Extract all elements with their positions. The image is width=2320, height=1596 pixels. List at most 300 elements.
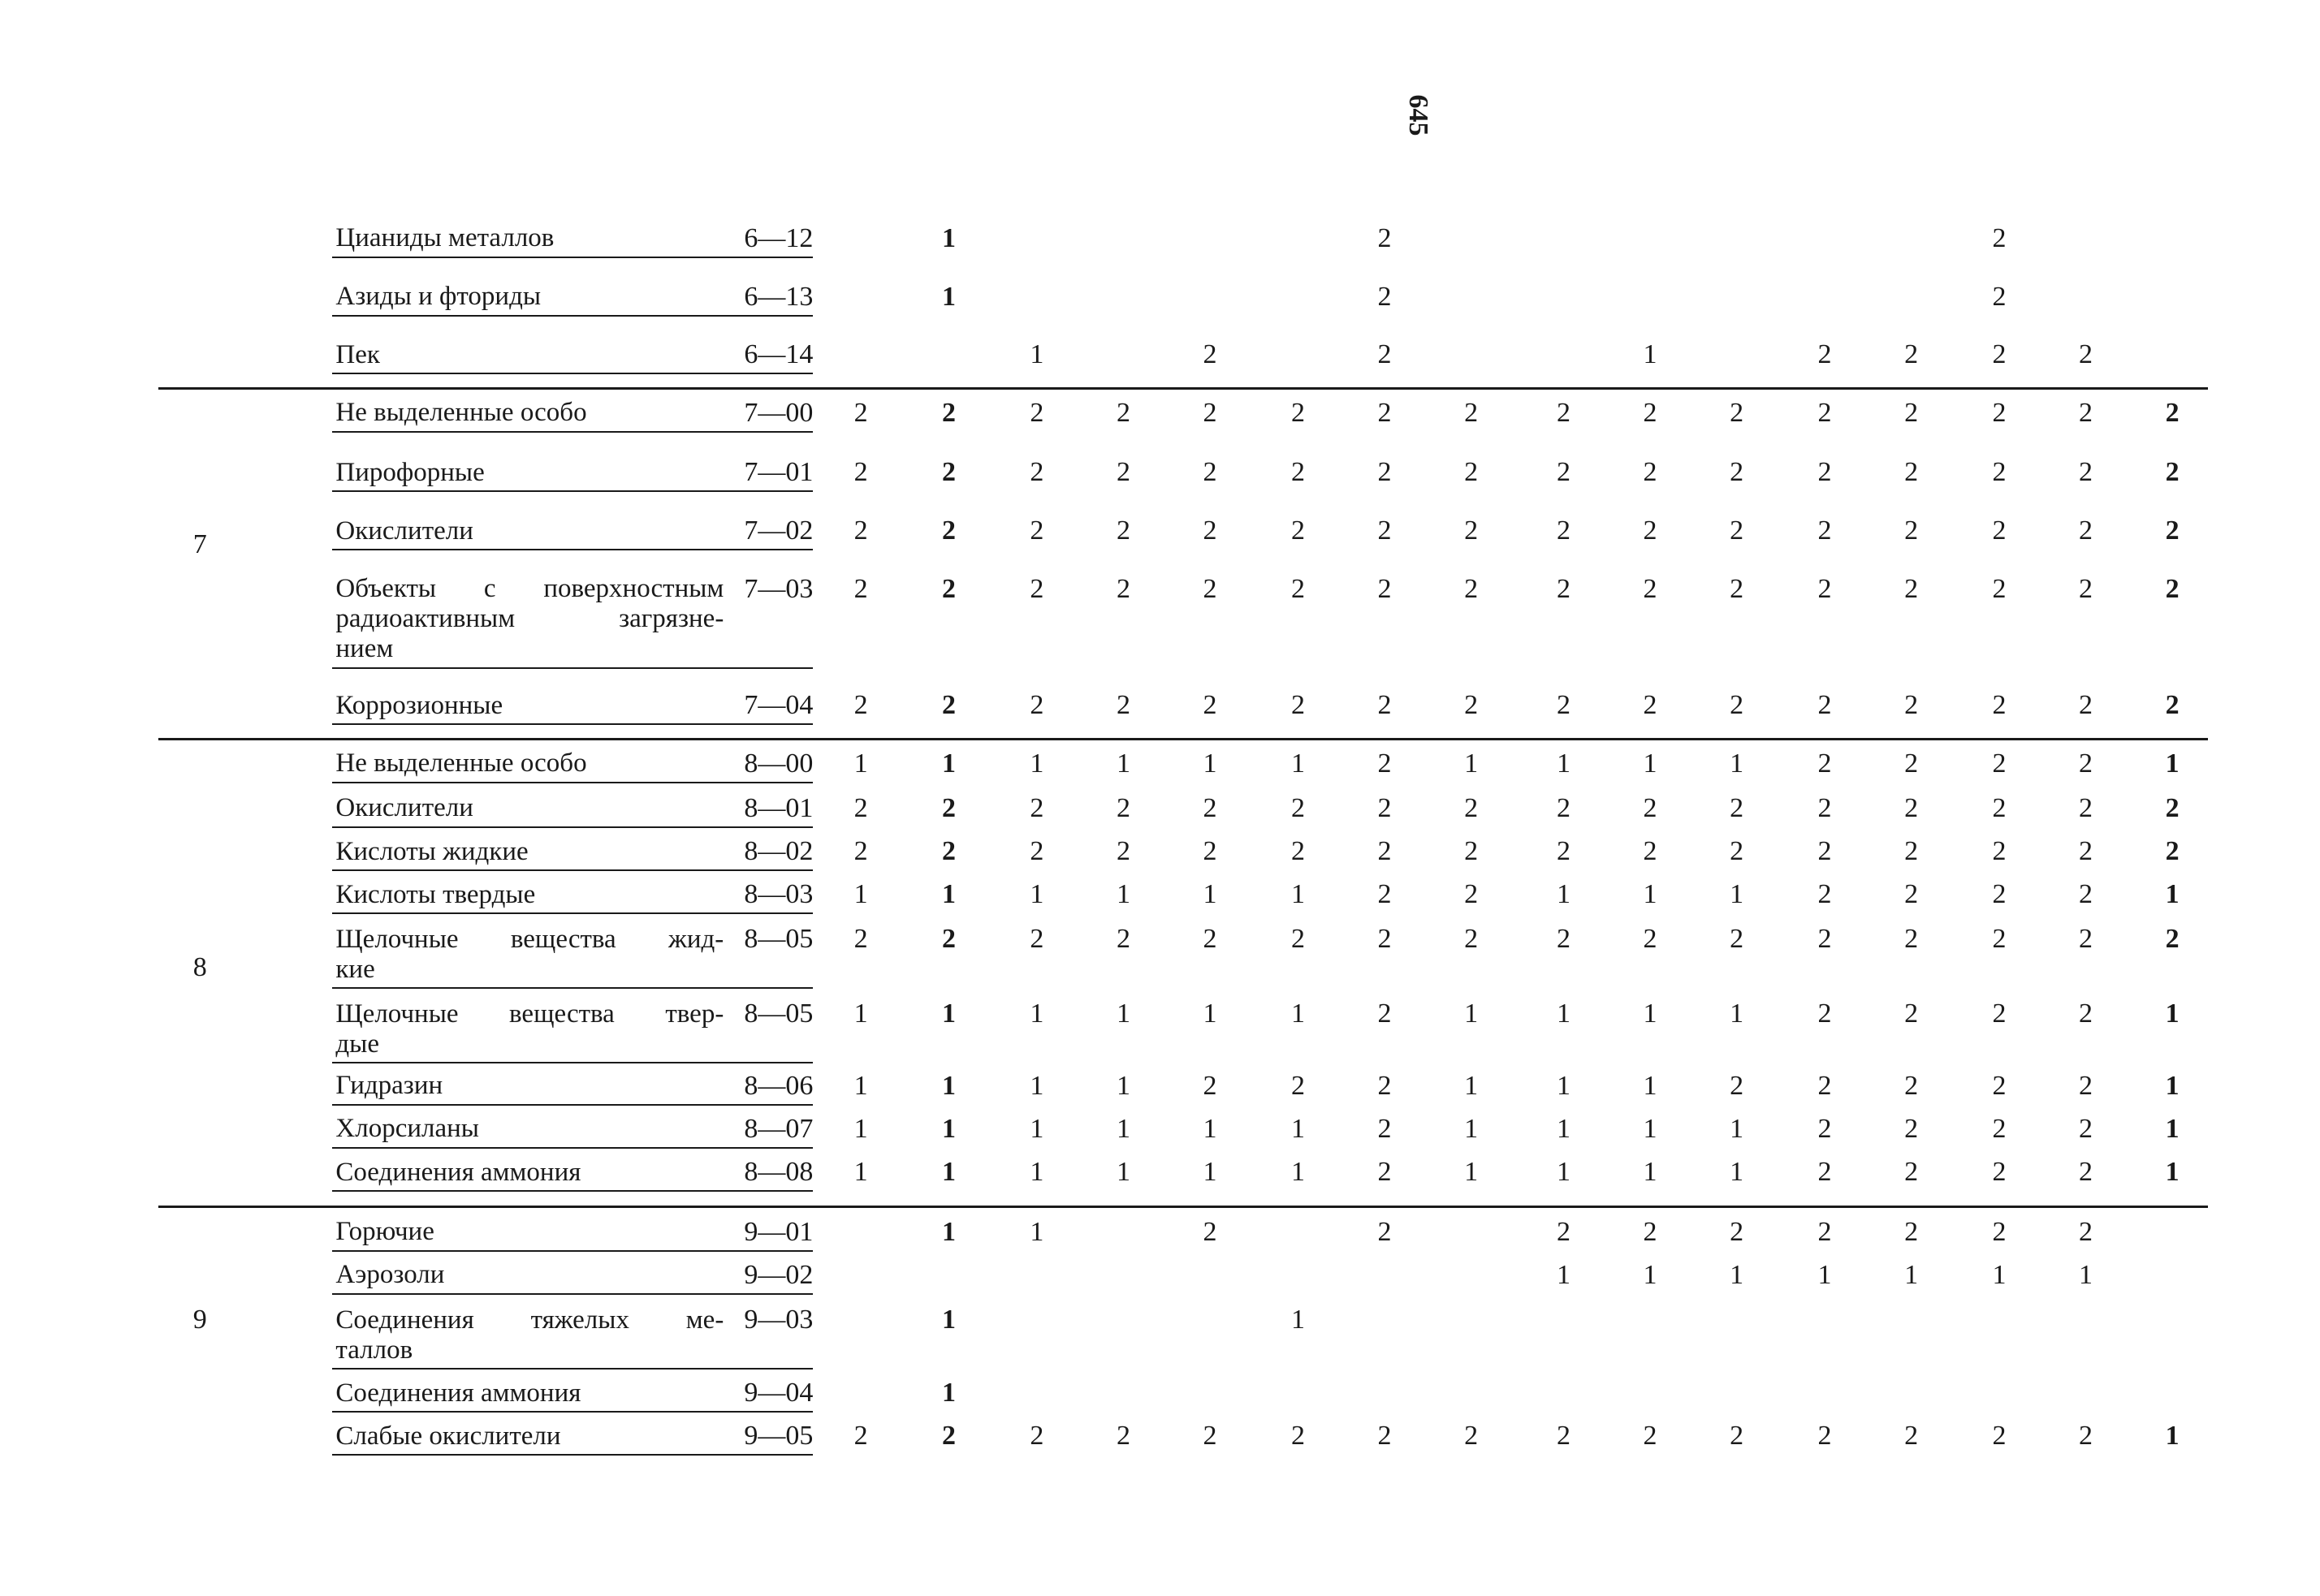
compatibility-value: 2: [1817, 999, 1832, 1029]
compatibility-value: 2: [1116, 690, 1130, 721]
compatibility-value: 1: [1030, 339, 1044, 370]
compatibility-value: 2: [1817, 515, 1832, 546]
compatibility-value: 2: [1203, 690, 1217, 721]
compatibility-value: 2: [1377, 1070, 1392, 1101]
substance-code: 8—01: [744, 792, 814, 823]
compatibility-value: 2: [2079, 1421, 2093, 1451]
substance-code: 8—05: [744, 999, 814, 1029]
compatibility-value: 1: [1643, 339, 1657, 370]
compatibility-value: 2: [1992, 690, 2007, 721]
compatibility-value: 1: [1730, 748, 1744, 779]
compatibility-value: 2: [1992, 515, 2007, 546]
compatibility-value: 1: [1643, 748, 1657, 779]
substance-name-line: Коррозионные: [335, 690, 503, 720]
compatibility-value: 2: [1904, 457, 1919, 488]
compatibility-value: 2: [942, 690, 957, 721]
row-underline: [332, 1454, 813, 1456]
compatibility-value: 2: [1464, 836, 1479, 867]
compatibility-value: 2: [2165, 924, 2180, 955]
compatibility-value: 2: [1992, 339, 2007, 370]
compatibility-value: 2: [1290, 515, 1305, 546]
compatibility-value: 2: [2079, 1216, 2093, 1247]
compatibility-value: 2: [1464, 792, 1479, 823]
compatibility-value: 1: [1556, 1157, 1570, 1188]
compatibility-value: 2: [1377, 1157, 1392, 1188]
compatibility-value: 2: [1730, 1216, 1744, 1247]
substance-name: [335, 1260, 444, 1290]
compatibility-value: 1: [1290, 999, 1305, 1029]
substance-name-line: Щелочные вещества жид-: [335, 924, 724, 954]
compatibility-value: 2: [1464, 573, 1479, 604]
compatibility-value: 1: [1556, 1070, 1570, 1101]
substance-name-line: Слабые окислители: [335, 1421, 561, 1451]
compatibility-value: 1: [1556, 1259, 1570, 1290]
compatibility-value: 2: [1992, 879, 2007, 910]
compatibility-value: 2: [1030, 515, 1044, 546]
row-underline: [332, 667, 813, 669]
substance-name: [335, 516, 473, 546]
compatibility-value: 2: [853, 457, 868, 488]
compatibility-value: 1: [853, 1113, 868, 1144]
compatibility-value: 2: [1464, 690, 1479, 721]
compatibility-value: 1: [1556, 1113, 1570, 1144]
substance-code: 7—02: [744, 515, 814, 546]
compatibility-value: 1: [942, 1070, 957, 1101]
compatibility-value: 2: [1464, 397, 1479, 428]
substance-name: [335, 1421, 560, 1451]
substance-code: 9—04: [744, 1378, 814, 1408]
compatibility-value: 2: [853, 792, 868, 823]
hazard-class-number: 8: [192, 952, 207, 983]
compatibility-value: 2: [2079, 924, 2093, 955]
compatibility-value: 2: [2165, 836, 2180, 867]
compatibility-value: 2: [853, 397, 868, 428]
compatibility-value: 1: [1203, 1113, 1217, 1144]
compatibility-value: 2: [1817, 748, 1832, 779]
compatibility-value: 2: [1030, 690, 1044, 721]
compatibility-value: 2: [1377, 1113, 1392, 1144]
compatibility-value: 2: [2165, 690, 2180, 721]
compatibility-value: 2: [1992, 836, 2007, 867]
compatibility-value: 1: [1730, 1259, 1744, 1290]
substance-name: [335, 748, 586, 779]
compatibility-value: 2: [1817, 836, 1832, 867]
compatibility-value: 2: [2079, 457, 2093, 488]
compatibility-value: 1: [1904, 1259, 1919, 1290]
compatibility-value: 2: [2079, 339, 2093, 370]
compatibility-value: 1: [1464, 748, 1479, 779]
row-underline: [332, 315, 813, 317]
substance-code: 7—01: [744, 457, 814, 488]
compatibility-value: 2: [1203, 1216, 1217, 1247]
compatibility-value: 2: [1643, 836, 1657, 867]
compatibility-value: 2: [1030, 397, 1044, 428]
compatibility-value: 2: [1030, 836, 1044, 867]
compatibility-value: 2: [1730, 515, 1744, 546]
compatibility-value: 2: [1992, 397, 2007, 428]
compatibility-value: 2: [1817, 457, 1832, 488]
row-underline: [332, 1250, 813, 1252]
compatibility-value: 2: [1817, 1113, 1832, 1144]
compatibility-value: 1: [1992, 1259, 2007, 1290]
compatibility-value: 1: [942, 879, 957, 910]
compatibility-value: 2: [1377, 792, 1392, 823]
substance-code: 6—14: [744, 339, 814, 370]
compatibility-value: 1: [942, 1216, 957, 1247]
compatibility-value: 2: [942, 792, 957, 823]
compatibility-value: 2: [2165, 515, 2180, 546]
compatibility-value: 1: [1556, 999, 1570, 1029]
compatibility-value: 2: [1730, 573, 1744, 604]
substance-name-line: Гидразин: [335, 1071, 443, 1101]
compatibility-value: 2: [2079, 573, 2093, 604]
substance-name-line: Объекты с поверхностным: [335, 574, 724, 604]
compatibility-value: 1: [1290, 1113, 1305, 1144]
substance-name-line: Окислители: [335, 793, 473, 823]
compatibility-value: 2: [853, 690, 868, 721]
compatibility-value: 2: [1904, 339, 1919, 370]
row-underline: [332, 490, 813, 492]
compatibility-value: 2: [1904, 1113, 1919, 1144]
compatibility-value: 2: [1116, 397, 1130, 428]
compatibility-value: 2: [1290, 792, 1305, 823]
substance-code: 8—05: [744, 924, 814, 955]
row-underline: [332, 869, 813, 871]
compatibility-value: 1: [853, 879, 868, 910]
substance-name-line: Соединения аммония: [335, 1378, 581, 1408]
compatibility-value: 2: [853, 1421, 868, 1451]
substance-code: 7—04: [744, 690, 814, 721]
compatibility-value: 2: [1730, 792, 1744, 823]
compatibility-value: 1: [853, 1070, 868, 1101]
compatibility-value: 2: [2079, 999, 2093, 1029]
row-underline: [332, 987, 813, 989]
compatibility-value: 1: [1643, 1157, 1657, 1188]
compatibility-value: 1: [2165, 1113, 2180, 1144]
compatibility-value: 2: [1116, 457, 1130, 488]
compatibility-value: 2: [1030, 924, 1044, 955]
row-underline: [332, 549, 813, 550]
row-underline: [332, 912, 813, 914]
compatibility-value: 2: [1992, 1113, 2007, 1144]
compatibility-value: 1: [2165, 1157, 2180, 1188]
compatibility-value: 2: [1643, 397, 1657, 428]
compatibility-value: 2: [853, 924, 868, 955]
compatibility-value: 2: [853, 573, 868, 604]
compatibility-value: 2: [1030, 573, 1044, 604]
substance-name: [335, 880, 535, 910]
substance-name-line: Аэрозоли: [335, 1260, 445, 1290]
compatibility-value: 2: [1116, 1421, 1130, 1451]
compatibility-value: 2: [1377, 281, 1392, 312]
compatibility-value: 1: [1464, 1070, 1479, 1101]
compatibility-value: 2: [2079, 1113, 2093, 1144]
row-underline: [332, 1062, 813, 1063]
substance-name-line: Окислители: [335, 515, 473, 546]
compatibility-value: 1: [1116, 1157, 1130, 1188]
substance-code: 8—03: [744, 879, 814, 910]
compatibility-value: 2: [2165, 457, 2180, 488]
compatibility-value: 1: [1817, 1259, 1832, 1290]
compatibility-value: 2: [2165, 792, 2180, 823]
substance-name: [335, 1378, 581, 1408]
compatibility-value: 2: [1904, 1421, 1919, 1451]
compatibility-value: 2: [942, 573, 957, 604]
compatibility-value: 2: [1377, 1421, 1392, 1451]
compatibility-value: 2: [2079, 1070, 2093, 1101]
compatibility-value: 2: [1817, 397, 1832, 428]
compatibility-value: 2: [1643, 1421, 1657, 1451]
compatibility-value: 2: [1556, 573, 1570, 604]
compatibility-value: 1: [1730, 1157, 1744, 1188]
compatibility-value: 1: [1030, 1216, 1044, 1247]
compatibility-value: 1: [2165, 748, 2180, 779]
substance-code: 9—05: [744, 1421, 814, 1451]
row-underline: [332, 1368, 813, 1370]
compatibility-value: 2: [853, 836, 868, 867]
compatibility-value: 2: [1643, 792, 1657, 823]
substance-name: [335, 925, 724, 985]
compatibility-value: 2: [1116, 924, 1130, 955]
row-underline: [332, 373, 813, 374]
compatibility-value: 2: [1377, 397, 1392, 428]
compatibility-value: 1: [942, 222, 957, 253]
compatibility-value: 2: [1992, 1070, 2007, 1101]
compatibility-value: 2: [1992, 924, 2007, 955]
compatibility-value: 1: [2165, 1421, 2180, 1451]
compatibility-value: 2: [1992, 1421, 2007, 1451]
compatibility-value: 2: [2079, 397, 2093, 428]
substance-name: [335, 837, 528, 867]
substance-name: [335, 398, 586, 428]
compatibility-value: 2: [1992, 1216, 2007, 1247]
compatibility-value: 2: [1643, 1216, 1657, 1247]
compatibility-value: 2: [942, 836, 957, 867]
substance-code: 9—03: [744, 1305, 814, 1335]
row-underline: [332, 782, 813, 783]
row-underline: [332, 1190, 813, 1192]
compatibility-value: 1: [853, 1157, 868, 1188]
substance-name-line: радиоактивным загрязне-: [335, 604, 724, 634]
compatibility-value: 2: [1904, 1070, 1919, 1101]
compatibility-value: 2: [1464, 879, 1479, 910]
compatibility-value: 2: [1730, 690, 1744, 721]
compatibility-value: 2: [1377, 999, 1392, 1029]
compatibility-value: 2: [1377, 573, 1392, 604]
hazard-class-number: 9: [192, 1305, 207, 1335]
compatibility-value: 2: [1203, 1070, 1217, 1101]
compatibility-value: 1: [1203, 879, 1217, 910]
compatibility-value: 2: [1290, 924, 1305, 955]
row-underline: [332, 826, 813, 828]
substance-name-line: Хлорсиланы: [335, 1114, 479, 1144]
compatibility-value: 2: [1817, 1157, 1832, 1188]
substance-name: [335, 1305, 724, 1365]
compatibility-value: 2: [1116, 836, 1130, 867]
compatibility-value: 2: [1203, 836, 1217, 867]
compatibility-value: 2: [1904, 1216, 1919, 1247]
compatibility-value: 2: [1904, 573, 1919, 604]
compatibility-value: 1: [2165, 1070, 2180, 1101]
compatibility-value: 1: [1290, 1157, 1305, 1188]
substance-name-line: Соединения тяжелых ме-: [335, 1305, 724, 1335]
compatibility-value: 2: [1377, 339, 1392, 370]
compatibility-value: 2: [1730, 1070, 1744, 1101]
compatibility-value: 2: [1377, 222, 1392, 253]
compatibility-value: 2: [1030, 1421, 1044, 1451]
compatibility-value: 1: [1464, 999, 1479, 1029]
compatibility-value: 2: [1030, 457, 1044, 488]
compatibility-value: 2: [1290, 1070, 1305, 1101]
compatibility-value: 2: [1377, 1216, 1392, 1247]
compatibility-value: 2: [1377, 836, 1392, 867]
compatibility-value: 2: [1464, 457, 1479, 488]
compatibility-value: 2: [1203, 792, 1217, 823]
substance-name-line: Не выделенные особо: [335, 748, 587, 779]
compatibility-value: 1: [942, 999, 957, 1029]
compatibility-value: 1: [942, 1113, 957, 1144]
compatibility-value: 2: [1992, 748, 2007, 779]
hazard-class-number: 7: [192, 528, 207, 559]
compatibility-value: 2: [1904, 397, 1919, 428]
group-separator-rule: [158, 1206, 2208, 1208]
compatibility-value: 2: [1116, 515, 1130, 546]
compatibility-value: 2: [1904, 879, 1919, 910]
compatibility-value: 2: [1817, 573, 1832, 604]
compatibility-value: 2: [1290, 836, 1305, 867]
compatibility-value: 2: [2079, 879, 2093, 910]
compatibility-value: 2: [1904, 924, 1919, 955]
row-underline: [332, 1104, 813, 1106]
substance-name: [335, 282, 541, 312]
compatibility-value: 1: [942, 748, 957, 779]
group-separator-rule: [158, 387, 2208, 390]
compatibility-value: 2: [942, 1421, 957, 1451]
compatibility-value: 2: [1556, 515, 1570, 546]
compatibility-value: 2: [1290, 690, 1305, 721]
substance-name-line: Горючие: [335, 1217, 434, 1247]
compatibility-value: 2: [2165, 397, 2180, 428]
compatibility-value: 1: [1203, 1157, 1217, 1188]
compatibility-value: 2: [1290, 1421, 1305, 1451]
substance-name: [335, 1158, 581, 1188]
substance-name: [335, 458, 484, 488]
compatibility-value: 1: [942, 1157, 957, 1188]
compatibility-value: 1: [1030, 1113, 1044, 1144]
compatibility-value: 1: [1203, 748, 1217, 779]
compatibility-value: 2: [1377, 457, 1392, 488]
compatibility-value: 2: [1730, 397, 1744, 428]
compatibility-value: 2: [1556, 457, 1570, 488]
compatibility-value: 2: [1992, 999, 2007, 1029]
compatibility-value: 1: [1116, 879, 1130, 910]
substance-code: 7—03: [744, 573, 814, 604]
page-number: 645: [1403, 94, 1433, 136]
compatibility-value: 2: [1464, 1421, 1479, 1451]
substance-name-line: Пек: [335, 339, 380, 369]
row-underline: [332, 1411, 813, 1413]
compatibility-value: 2: [1730, 924, 1744, 955]
compatibility-value: 1: [1556, 879, 1570, 910]
compatibility-value: 2: [1817, 792, 1832, 823]
compatibility-value: 2: [1203, 924, 1217, 955]
compatibility-value: 1: [942, 1378, 957, 1408]
substance-code: 6—12: [744, 222, 814, 253]
compatibility-value: 2: [1556, 924, 1570, 955]
substance-name: [335, 999, 724, 1059]
row-underline: [332, 1147, 813, 1149]
substance-code: 8—06: [744, 1070, 814, 1101]
substance-name-line: Азиды и фториды: [335, 282, 542, 312]
compatibility-value: 1: [1116, 999, 1130, 1029]
compatibility-value: 2: [2079, 748, 2093, 779]
compatibility-value: 2: [942, 397, 957, 428]
compatibility-value: 2: [1643, 457, 1657, 488]
compatibility-value: 2: [942, 924, 957, 955]
row-underline: [332, 723, 813, 725]
compatibility-value: 2: [1817, 1070, 1832, 1101]
compatibility-value: 2: [1992, 222, 2007, 253]
compatibility-value: 1: [2165, 999, 2180, 1029]
compatibility-value: 2: [1992, 1157, 2007, 1188]
compatibility-value: 2: [1904, 792, 1919, 823]
compatibility-value: 2: [2079, 515, 2093, 546]
compatibility-value: 1: [2165, 879, 2180, 910]
compatibility-value: 1: [1030, 1157, 1044, 1188]
compatibility-value: 2: [1992, 281, 2007, 312]
compatibility-value: 1: [1464, 1113, 1479, 1144]
substance-code: 8—08: [744, 1157, 814, 1188]
compatibility-value: 2: [2079, 1157, 2093, 1188]
compatibility-value: 2: [1377, 690, 1392, 721]
compatibility-value: 1: [1030, 879, 1044, 910]
compatibility-value: 2: [2079, 690, 2093, 721]
compatibility-value: 1: [1556, 748, 1570, 779]
compatibility-value: 1: [1290, 879, 1305, 910]
compatibility-value: 2: [1643, 573, 1657, 604]
compatibility-value: 2: [1730, 1421, 1744, 1451]
compatibility-value: 2: [853, 515, 868, 546]
substance-name: [335, 1071, 443, 1101]
compatibility-value: 1: [1643, 999, 1657, 1029]
compatibility-value: 2: [1643, 690, 1657, 721]
compatibility-value: 2: [2079, 836, 2093, 867]
compatibility-value: 2: [1817, 1421, 1832, 1451]
compatibility-value: 2: [1904, 836, 1919, 867]
substance-name-line: дые: [335, 1029, 379, 1059]
compatibility-value: 1: [1643, 1113, 1657, 1144]
compatibility-value: 2: [1904, 515, 1919, 546]
compatibility-value: 2: [1203, 1421, 1217, 1451]
substance-name-line: кие: [335, 954, 375, 984]
compatibility-value: 2: [1556, 1421, 1570, 1451]
compatibility-value: 2: [1377, 748, 1392, 779]
substance-name-line: Щелочные вещества твер-: [335, 999, 724, 1029]
compatibility-value: 2: [1116, 792, 1130, 823]
compatibility-value: 2: [1992, 792, 2007, 823]
compatibility-value: 2: [1730, 457, 1744, 488]
compatibility-value: 2: [1290, 457, 1305, 488]
substance-name: [335, 691, 503, 721]
compatibility-value: 1: [1464, 1157, 1479, 1188]
compatibility-value: 2: [2079, 792, 2093, 823]
compatibility-value: 2: [1556, 792, 1570, 823]
compatibility-value: 2: [942, 457, 957, 488]
compatibility-value: 1: [1203, 999, 1217, 1029]
compatibility-value: 2: [1817, 339, 1832, 370]
compatibility-value: 1: [1643, 1259, 1657, 1290]
compatibility-value: 1: [1730, 999, 1744, 1029]
